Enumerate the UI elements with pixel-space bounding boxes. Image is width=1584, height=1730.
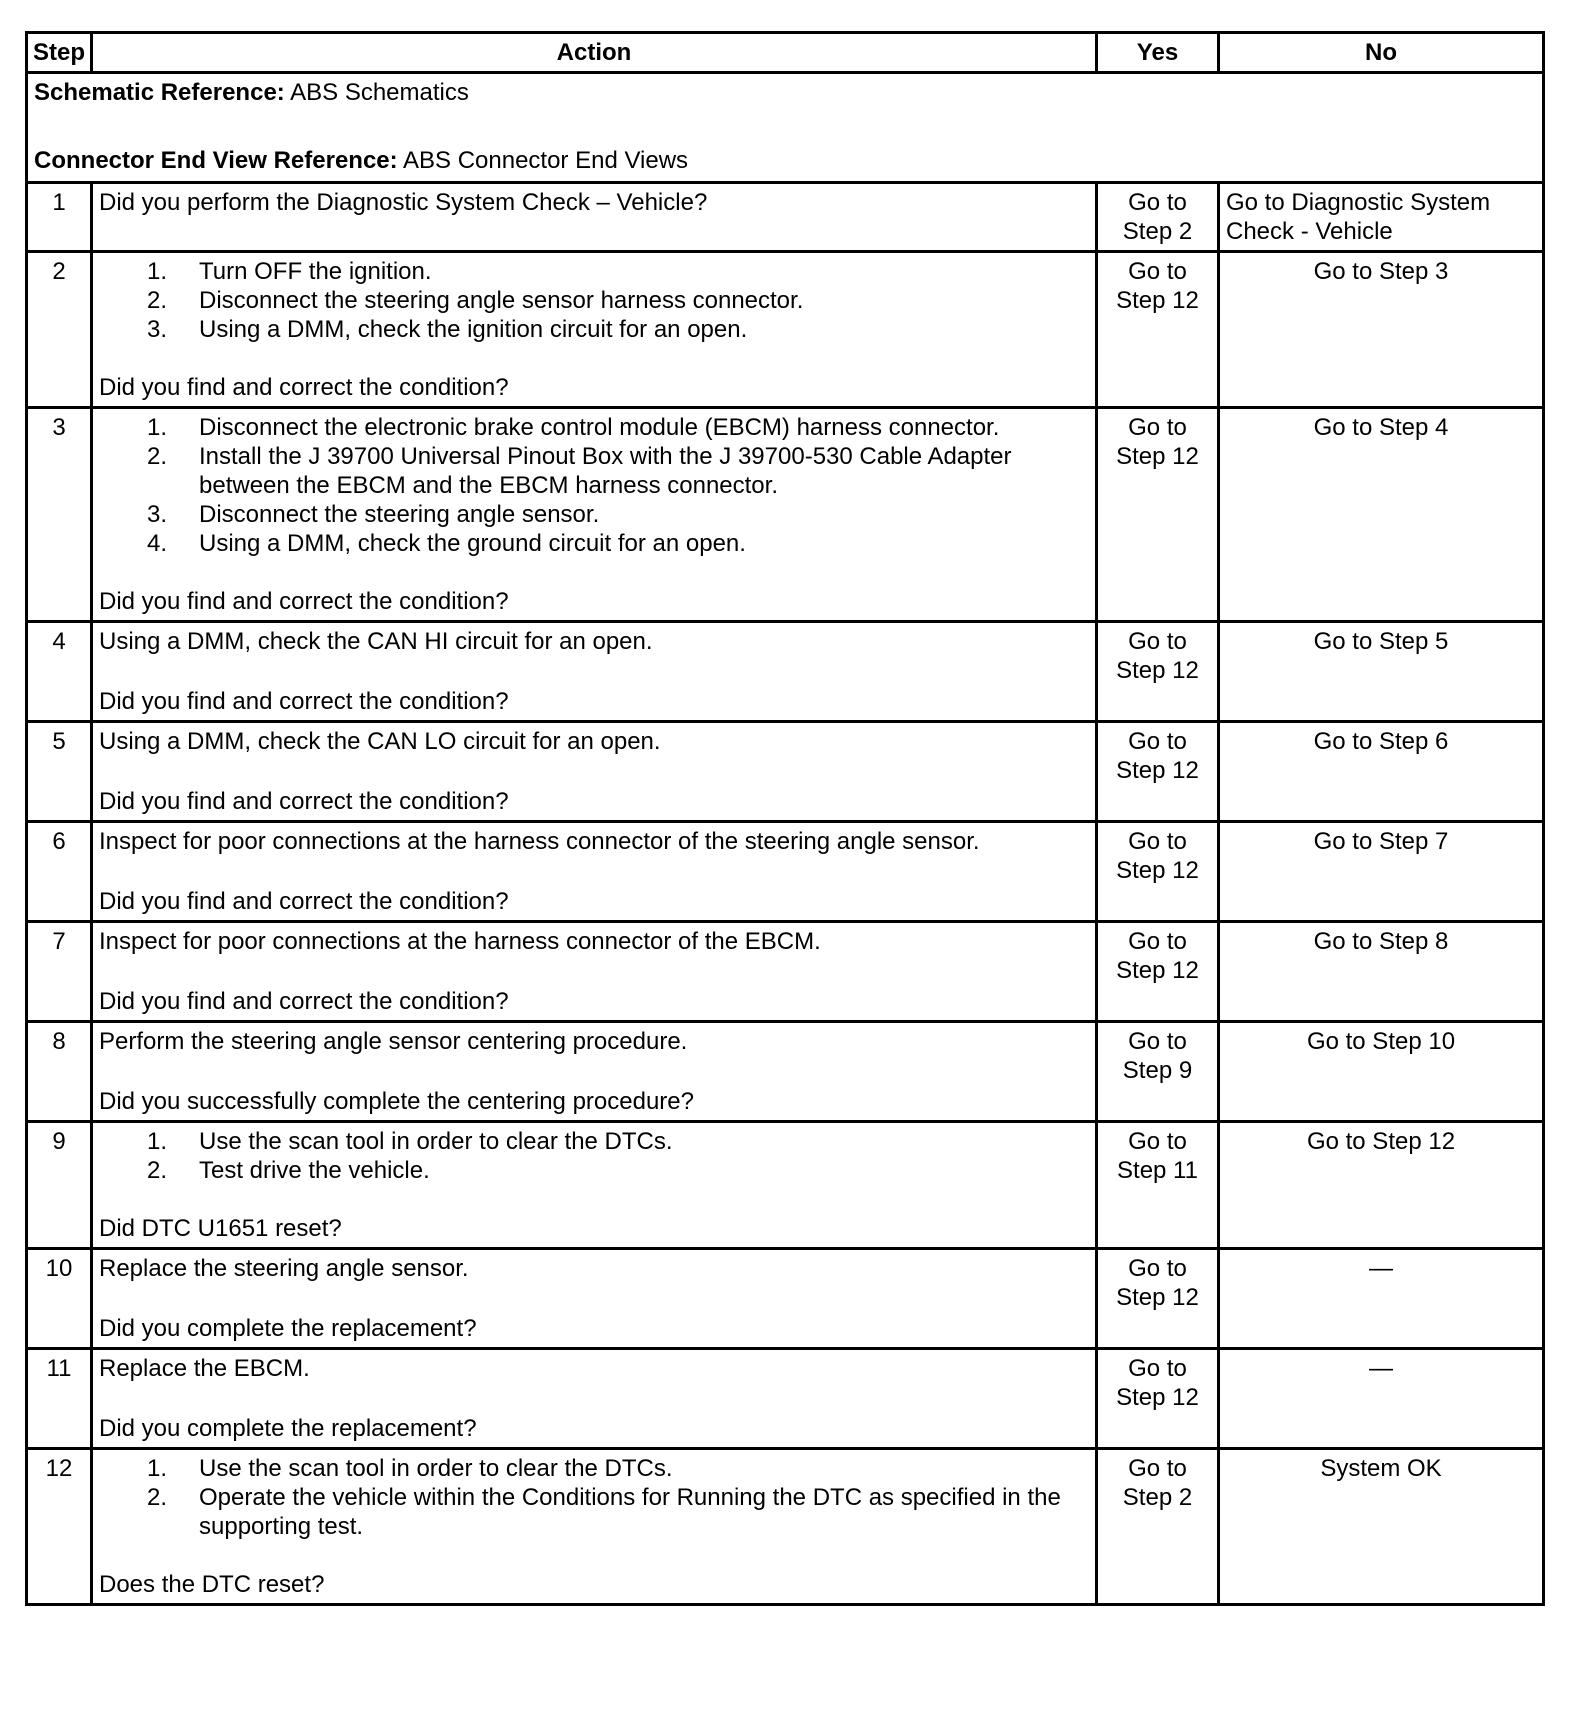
no-cell [1219,722,1544,822]
no-cell [1219,622,1544,722]
diagnostic-table [25,31,1545,1606]
yes-action: Go to Step 12 [1116,414,1199,470]
no-cell [1219,183,1544,252]
action-question: Did you complete the replacement? [99,1415,477,1442]
action-spacer [99,1383,1089,1414]
yes-cell [1097,408,1219,622]
action-cell [92,622,1097,722]
no-action: Go to Step 8 [1313,928,1449,955]
action-content [99,1127,1089,1243]
action-spacer [99,1056,1089,1087]
yes-cell [1097,1449,1219,1605]
substep-item: Test drive the vehicle. [199,1157,430,1184]
connector-reference [34,146,1536,175]
yes-cell [1097,1122,1219,1249]
substep-item: Disconnect the steering angle sensor harness connector. [199,287,804,314]
table-row [27,822,1544,922]
header-no: No [1219,33,1544,73]
yes-cell [1097,1022,1219,1122]
step-number: 8 [27,1022,92,1122]
substep-list [99,413,1089,558]
yes-action: Go to Step 9 [1122,1028,1193,1084]
action-content [99,1254,1089,1343]
action-cell [92,252,1097,408]
reference-row [27,73,1544,183]
step-number: 11 [27,1349,92,1449]
action-content [99,188,1089,241]
yes-action: Go to Step 11 [1117,1128,1198,1184]
action-content [99,413,1089,616]
table-row [27,722,1544,822]
action-text: Did you perform the Diagnostic System Check – Vehicle? [99,189,708,216]
connector-reference-label: Connector End View Reference: [34,147,398,174]
action-text: Using a DMM, check the CAN HI circuit for an open. [99,628,653,655]
no-action: Go to Diagnostic System Check - Vehicle [1226,189,1491,245]
no-action: Go to Step 4 [1313,414,1449,441]
action-content [99,727,1089,816]
yes-action: Go to Step 12 [1116,728,1199,784]
no-cell [1219,408,1544,622]
step-number: 6 [27,822,92,922]
action-question: Did you find and correct the condition? [99,788,509,815]
action-spacer [99,856,1089,887]
action-content [99,627,1089,716]
table-row [27,1349,1544,1449]
substep-list [99,257,1089,344]
step-number: 10 [27,1249,92,1349]
yes-action: Go to Step 2 [1122,1455,1193,1511]
yes-action: Go to Step 12 [1116,258,1199,314]
action-question: Did you find and correct the condition? [99,588,509,615]
connector-reference-value: ABS Connector End Views [397,147,689,174]
reference-cell [27,73,1544,183]
step-number: 3 [27,408,92,622]
step-number: 12 [27,1449,92,1605]
table-row [27,183,1544,252]
no-cell [1219,1249,1544,1349]
no-action: Go to Step 3 [1313,258,1449,285]
action-text: Inspect for poor connections at the harness connector of the EBCM. [99,928,821,955]
yes-cell [1097,252,1219,408]
step-number: 2 [27,252,92,408]
action-spacer [99,558,1089,587]
action-spacer [99,1541,1089,1570]
table-row [27,1022,1544,1122]
no-action: System OK [1320,1455,1442,1482]
action-text: Using a DMM, check the CAN LO circuit for an open. [99,728,661,755]
action-cell [92,183,1097,252]
schematic-reference-value: ABS Schematics [284,79,469,106]
yes-action: Go to Step 12 [1116,628,1199,684]
action-spacer [99,344,1089,373]
yes-cell [1097,1249,1219,1349]
table-row [27,1449,1544,1605]
yes-cell [1097,622,1219,722]
substep-list [99,1127,1089,1185]
substep-item: Use the scan tool in order to clear the DTCs. [199,1128,673,1155]
substep-item: Operate the vehicle within the Conditions for Running the DTC as specified in the supporting test. [199,1484,1061,1540]
substep-item: Disconnect the electronic brake control module (EBCM) harness connector. [199,414,1000,441]
table-row [27,1122,1544,1249]
yes-cell [1097,183,1219,252]
action-question: Did DTC U1651 reset? [99,1215,342,1242]
action-cell [92,1249,1097,1349]
substep-item: Install the J 39700 Universal Pinout Box with the J 39700-530 Cable Adapter between the EBCM and the EBCM harness connector. [199,443,1012,499]
action-question: Did you find and correct the condition? [99,988,509,1015]
action-cell [92,922,1097,1022]
step-number: 7 [27,922,92,1022]
action-question: Did you successfully complete the centering procedure? [99,1088,694,1115]
action-content [99,1354,1089,1443]
action-text: Replace the EBCM. [99,1355,310,1382]
substep-list [99,1454,1089,1541]
action-content [99,257,1089,402]
substep-item: Using a DMM, check the ground circuit for an open. [199,530,746,557]
action-content [99,927,1089,1016]
yes-cell [1097,722,1219,822]
no-cell [1219,922,1544,1022]
action-spacer [99,956,1089,987]
action-cell [92,1122,1097,1249]
step-number: 5 [27,722,92,822]
action-spacer [99,756,1089,787]
step-number: 9 [27,1122,92,1249]
action-question: Did you find and correct the condition? [99,688,509,715]
action-question: Did you find and correct the condition? [99,888,509,915]
action-cell [92,408,1097,622]
table-row [27,252,1544,408]
table-row [27,622,1544,722]
header-row [27,33,1544,73]
table-row [27,922,1544,1022]
yes-action: Go to Step 12 [1116,828,1199,884]
action-spacer [99,1283,1089,1314]
step-number: 4 [27,622,92,722]
no-action: Go to Step 5 [1313,628,1449,655]
action-question: Did you complete the replacement? [99,1315,477,1342]
action-cell [92,822,1097,922]
action-cell [92,1449,1097,1605]
action-question: Did you find and correct the condition? [99,374,509,401]
substep-item: Turn OFF the ignition. [199,258,432,285]
header-action: Action [92,33,1097,73]
no-cell [1219,1449,1544,1605]
step-number: 1 [27,183,92,252]
no-cell [1219,1022,1544,1122]
action-spacer [99,1185,1089,1214]
no-cell [1219,1349,1544,1449]
yes-action: Go to Step 12 [1116,1355,1199,1411]
yes-action: Go to Step 2 [1122,189,1193,245]
no-cell [1219,252,1544,408]
yes-action: Go to Step 12 [1116,1255,1199,1311]
action-content [99,827,1089,916]
yes-cell [1097,1349,1219,1449]
header-yes: Yes [1097,33,1219,73]
action-cell [92,1022,1097,1122]
action-content [99,1454,1089,1599]
yes-cell [1097,922,1219,1022]
action-text: Replace the steering angle sensor. [99,1255,469,1282]
header-step: Step [27,33,92,73]
substep-item: Use the scan tool in order to clear the DTCs. [199,1455,673,1482]
action-cell [92,1349,1097,1449]
action-content [99,1027,1089,1116]
no-cell [1219,822,1544,922]
no-action: Go to Step 10 [1306,1028,1456,1055]
substep-item: Using a DMM, check the ignition circuit for an open. [199,316,748,343]
action-spacer [99,656,1089,687]
no-action: Go to Step 12 [1306,1128,1456,1155]
action-question: Does the DTC reset? [99,1571,325,1598]
no-action: Go to Step 7 [1313,828,1449,855]
schematic-reference-label: Schematic Reference: [34,79,285,106]
substep-item: Disconnect the steering angle sensor. [199,501,600,528]
table-row [27,1249,1544,1349]
yes-cell [1097,822,1219,922]
action-cell [92,722,1097,822]
action-text: Perform the steering angle sensor centering procedure. [99,1028,688,1055]
action-text: Inspect for poor connections at the harness connector of the steering angle sensor. [99,828,980,855]
no-action: Go to Step 6 [1313,728,1449,755]
no-cell [1219,1122,1544,1249]
no-action: — [1369,1355,1393,1382]
schematic-reference [34,78,1536,107]
table-row [27,408,1544,622]
no-action: — [1369,1255,1393,1282]
yes-action: Go to Step 12 [1116,928,1199,984]
